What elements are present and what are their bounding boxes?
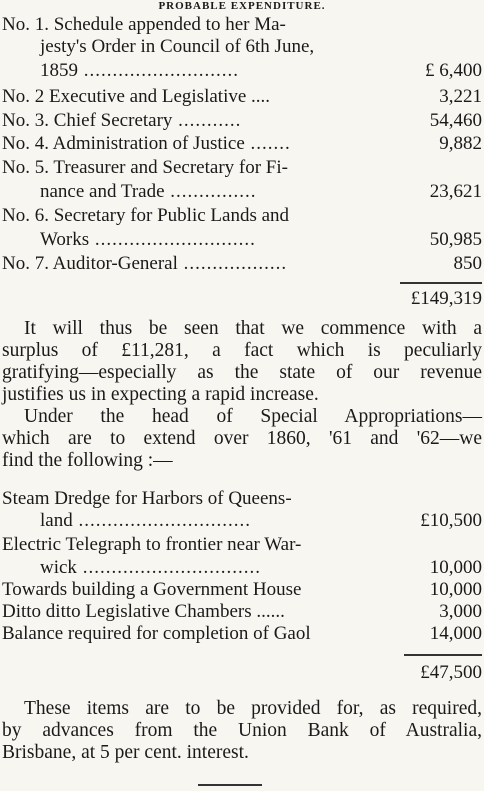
item-amount: 50,985 <box>429 229 482 250</box>
item-line: Works <box>40 229 90 250</box>
item-amount: 10,000 <box>429 557 482 578</box>
text-line: It will thus be seen that we commence with a <box>24 318 482 339</box>
item-line: No. 7. Auditor-General <box>2 253 178 274</box>
item-line: No. 6. Secretary for Public Lands and <box>2 205 290 226</box>
item-line: No. 5. Treasurer and Secretary for Fi- <box>2 157 288 178</box>
item-line: 1859 <box>40 60 78 81</box>
total-amount: £47,500 <box>420 662 482 683</box>
text-line: surplus of £11,281, a fact which is peculiarly <box>2 340 482 361</box>
item-line: Ditto ditto Legislative Chambers ...... <box>2 601 285 622</box>
item-line: nance and Trade <box>40 181 165 202</box>
total-rule <box>404 654 482 656</box>
item-line: wick <box>40 557 77 578</box>
item-amount: 23,621 <box>429 181 482 202</box>
item-amount: 3,221 <box>439 86 482 107</box>
text-line: find the following :— <box>2 450 173 471</box>
paragraph-surplus <box>2 318 482 406</box>
text-line: justifies us in expecting a rapid increase. <box>2 384 319 405</box>
item-line: Balance required for completion of Gaol <box>2 623 311 644</box>
item-amount: £10,500 <box>420 510 482 531</box>
item-amount: 9,882 <box>439 133 482 154</box>
item-amount: 54,460 <box>429 110 482 131</box>
item-line: No. 1. Schedule appended to her Ma- <box>2 14 286 35</box>
total-amount: £149,319 <box>410 288 482 309</box>
text-line: Under the head of Special Appropriations— <box>24 406 482 427</box>
paragraph-funding <box>2 698 482 764</box>
item-line: No. 3. Chief Secretary <box>2 110 173 131</box>
section-end-rule <box>198 784 262 786</box>
item-line: jesty's Order in Council of 6th June, <box>40 36 315 57</box>
paragraph-appropriations <box>2 406 482 472</box>
text-line: which are to extend over 1860, '61 and '62—we <box>2 428 482 449</box>
item-line: No. 4. Administration of Justice <box>2 133 245 154</box>
item-line: Towards building a Government House <box>2 579 302 600</box>
item-amount: £ 6,400 <box>425 60 482 81</box>
section-heading: PROBABLE EXPENDITURE. <box>158 0 326 12</box>
item-amount: 3,000 <box>439 601 482 622</box>
text-line: gratifying—especially as the state of our revenue <box>2 362 482 383</box>
item-amount: 850 <box>453 253 482 274</box>
text-line: by advances from the Union Bank of Australia, <box>2 720 482 741</box>
text-line: Brisbane, at 5 per cent. interest. <box>2 742 249 763</box>
item-line: No. 2 Executive and Legislative .... <box>2 86 271 107</box>
total-rule <box>400 282 482 284</box>
item-line: Steam Dredge for Harbors of Queens- <box>2 488 292 509</box>
item-amount: 14,000 <box>429 623 482 644</box>
text-line: These items are to be provided for, as required, <box>24 698 482 719</box>
item-amount: 10,000 <box>429 579 482 600</box>
item-line: land <box>40 510 73 531</box>
item-line: Electric Telegraph to frontier near War- <box>2 534 302 555</box>
